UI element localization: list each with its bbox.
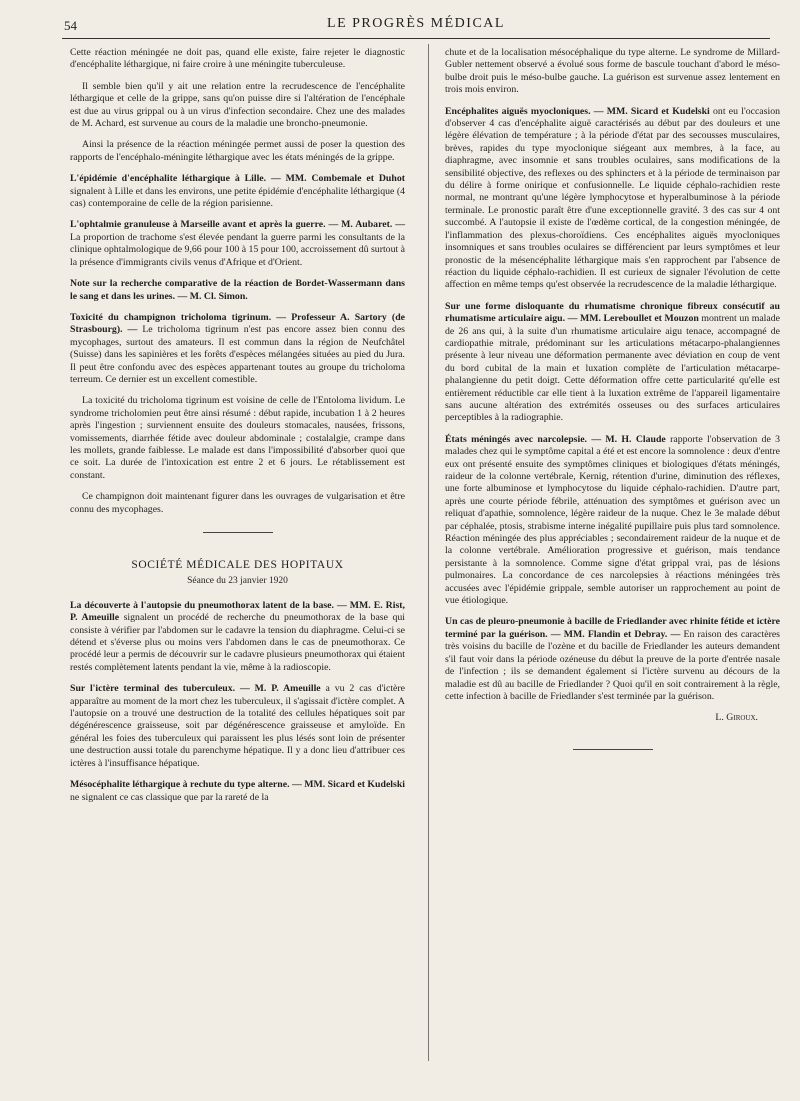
paragraph-text: signalent à Lille et dans les environs, une petite épidémie d'encéphalite léthargique (4 cas) contemporaine de celle de la région parisienne. [70,185,405,210]
paragraph-text: En raison des caractères très voisins du bacille de l'ozène et du bacille de Friedlander les auteurs demandent s'il faut voir dans la période ozéneuse du début la preuve de la porte d'entrée nasale de l'infection ; ils se demandent également si l'ictère survenu au décours de la maladie est dû au bacille de Friedlander ? Quoi qu'il en soit contrairement à la règle, cette infection à bacille de Friedlander s'est terminée par la guérison. [445,628,780,702]
author-signature: L. Giroux. [715,712,758,724]
article-heading: Note sur la recherche comparative de la réaction de Bordet-Wassermann dans le sang et dans les urines. — M. Cl. Simon. [70,278,405,302]
paragraph-text: ont eu l'occasion d'observer 4 cas d'encéphalite aiguë caractérisés au début par des douleurs et une légère élévation de température ; à la période d'état par des secousses musculaires, brèves, rapides du type myoclonique siégeant aux membres, à la face, au diaphragme, avec insomnie et sans troubles oculaires, sans modifications de la sensibilité objective, des reflexes ou des sphincters et à la période de terminaison par du délire à forme onirique et confusionnelle. Le liquide céphalo-rachidien reste normal, ne montrant qu'une légère lymphocytose et hyperalbuminose à la période terminale. Le pronostic paraît être d'une exceptionnelle gravité. 3 des cas sur 4 ont succombé. A l'autopsie il existe de l'œdème cortical, de la congestion méningée, de l'inflammation des plexus-choroïdiens. Ces encéphalites aiguës myocloniques insomniques et sans troubles oculaires se différencient par leurs symptômes et leur pronostic de la mésencéphalite léthargique mais s'en rapprochent par l'absence de réaction du liquide céphalo-rachidien. Il est curieux de signaler l'évolution de cette affection en même temps qu'est observée la recrudescence de la maladie léthargique. [445,105,780,291]
paragraph-text: rapporte l'observation de 3 malades chez qui le symptôme capital a été et est encore la somnolence : deux d'entre eux ont présenté ensuite des symptômes cliniques et biologiques d'états méningés, raideur de la colonne vertébrale, Kernig, rétention d'urine, diminution des réflexes, une forte albuminose et lymphocytose du liquide céphalo-rachidien. D'autre part, après une courte période fébrile, atténuation des symptômes et guérison avec un reliquat d'apathie, somnolence, légère raideur de la nuque. Chez le 3e malade début par céphalée, ptosis, strabisme interne inégalité pupillaire puis plus tard somnolence. Réaction méningée des plus appréciables ; secondairement raideur de la nuque et de la colonne vertébrale. Amélioration progressive et guérison, mais tendance persistante à la somnolence. Comme signe d'état grippal vrai, pas de lésions pulmonaires. La concordance de ces narcolepsies à réactions méningées très accusées avec l'épidémie grippale, semble autoriser un rapprochement au point de vue étiologique. [445,433,781,607]
left-articles [70,47,405,516]
article-paragraph [70,779,405,804]
paragraph-text: montrent un malade de 26 ans qui, à la suite d'un rhumatisme articulaire aigu tenace, accompagné de cardiopathie mitrale, prédominant sur les articulations métacarpo-phalangiennes présente à leur niveau une déformation permanente avec déviation en coup de vent du bord cubital de la main et luxation complète de l'articulation métacarpe-phalangienne du petit doigt. Cette déformation offre cette particularité qu'elle est entièrement réductible car elle tient à la luxation extrême de l'appareil ligamentaire sans aucune altération des extrémités osseuses ou des surfaces articulaires perceptibles à la radiographie. [445,313,780,424]
article-heading: L'épidémie d'encéphalite léthargique à Lille. — MM. Combemale et Duhot [70,173,405,185]
paragraph-text: La toxicité du tricholoma tigrinum est voisine de celle de l'Entoloma lividum. Le syndrome tricholomien peut être ainsi résumé : début rapide, incubation 1 à 2 heures après l'ingestion ; surviennent ensuite des douleurs stomacales, nausées, frissons, vomissements, diarrhée fétide avec douleur abdominale ; costalalgie, crampe dans les mollets, grande faiblesse. Le malade est dans l'impossibilité d'absorber quoi que ce soit. La durée de l'intoxication est entre 2 et 6 jours. Le rétablissement est constant. [70,395,405,481]
paragraph-text: Cette réaction méningée ne doit pas, quand elle existe, faire rejeter le diagnostic d'encéphalite léthargique, ni faire croire à une méningite tuberculeuse. [70,47,405,71]
body-paragraph [70,47,405,72]
paragraph-text: Il semble bien qu'il y ait une relation entre la recrudescence de l'encéphalite léthargique et celle de la grippe, sans qu'on puisse dire si l'altération de l'encéphale est due au virus grippal ou à un virus d'infection secondaire. Chez une des malades de M. Achard, est survenue au cours de la maladie une broncho-pneumonie. [70,80,405,130]
right-column [445,47,780,750]
article-paragraph [70,219,405,269]
left-column [70,47,405,813]
article-heading: L'ophtalmie granuleuse à Marseille avant et après la guerre. — M. Aubaret. — [70,219,405,231]
body-paragraph [70,139,405,164]
article-heading: La découverte à l'autopsie du pneumothorax latent de la base. — MM. E. Rist, P. Ameuille [70,599,405,624]
paragraph-text: ne signalent ce cas classique que par la rareté de la [70,791,269,803]
article-heading: Sur l'ictère terminal des tuberculeux. — M. P. Ameuille [70,683,321,695]
article-heading: Mésocéphalite léthargique à rechute du type alterne. — MM. Sicard et Kudelski [70,779,405,791]
article-paragraph [445,301,780,425]
paragraph-text: signalent un procédé de recherche du pneumothorax de la base qui consiste à vérifier par l'abdomen sur le cadavre la tension du diaphragme. Celui-ci se détend et s'éverse plus ou moins vers l'abdomen dans le cas de pneumothorax. Ce procédé leur a permis de découvrir sur le cadavre plusieurs pneumothorax qui étaient restés complètement latents pendant la vie, même à la radioscopie. [70,612,405,673]
paragraph-text: Le tricholoma tigrinum n'est pas encore assez bien connu des mycophages, surtout des amateurs. Il est commun dans la région de Neufchâtel (Suisse) dans les sapinières et les forêts d'espèces mélangées situées au pied du Jura. Il peut être confondu avec des espèces appartenant toutes au groupe du tricholoma terreum. Ce dernier est un excellent comestible. [70,324,405,385]
paragraph-text: chute et de la localisation mésocéphalique du type alterne. Le syndrome de Millard-Gubler nettement observé a évolué sous forme de bascule touchant d'abord le méso-bulbe droit puis le méso-bulbe gauche. La guérison est survenue assez lentement en trois mois environ. [445,47,780,96]
body-paragraph [445,47,780,97]
running-header [62,12,770,39]
page-number: 54 [64,18,77,33]
society-title: SOCIÉTÉ MÉDICALE DES HOPITAUX [131,559,344,571]
article-paragraph [445,616,780,703]
article-heading: Toxicité du champignon tricholoma tigrinum. — Professeur A. Sartory (de Strasbourg). — [70,311,405,336]
end-rule [573,749,653,750]
column-divider [428,44,429,1061]
body-paragraph [70,491,405,516]
section-rule [203,532,273,533]
article-paragraph [70,173,405,210]
body-paragraph [70,395,405,482]
article-heading: États méningés avec narcolepsie. — M. H. Claude [445,433,666,445]
article-paragraph [70,278,405,303]
paragraph-text: a vu 2 cas d'ictère apparaître au moment de la mort chez les tuberculeux, il s'agissait d'ictère complet. A l'autopsie on a trouvé une destruction de la totalité des cellules hépatiques soit par dégénérescence graisseuse, soit par dégénérescence graisseuse et amyloïde. En général les foies des tuberculeux qui paraissent les plus lésés sont loin de présenter une destruction aussi totale du parenchyme hépatique. Il y a donc lieu d'attribuer ces ictères à l'insuffisance hépatique. [70,683,406,769]
article-heading: Un cas de pleuro-pneumonie à bacille de Friedlander avec rhinite fétide et ictère terminé par la guérison. — MM. Flandin et Debray. — [445,616,780,640]
right-articles [445,47,780,703]
body-paragraph [70,81,405,131]
left-articles-society [70,600,405,804]
journal-title: LE PROGRÈS MÉDICAL [327,16,505,31]
article-paragraph [70,683,405,770]
article-paragraph [70,312,405,386]
article-paragraph [70,600,405,674]
paragraph-text: Ce champignon doit maintenant figurer dans les ouvrages de vulgarisation et être connu des mycophages. [70,491,405,515]
article-paragraph [445,434,780,608]
paragraph-text: Ainsi la présence de la réaction méningée permet aussi de poser la question des rapports de l'encéphalo-méningite léthargique avec les états méningés de la grippe. [70,139,405,163]
article-heading: Sur une forme disloquante du rhumatisme chronique fibreux consécutif au rhumatisme articulaire aigu. — MM. Lereboullet et Mouzon [445,300,780,325]
session-date: Séance du 23 janvier 1920 [187,576,288,587]
article-paragraph [445,106,780,292]
article-heading: Encéphalites aiguës myocloniques. — MM. Sicard et Kudelski [445,105,710,117]
paragraph-text: La proportion de trachome s'est élevée pendant la guerre parmi les consultants de la clinique ophtalmologique de 9,66 pour 100 à 15 pour 100, accroissement dû surtout à la présence d'immigrants civils venus d'Afrique et d'Orient. [70,231,405,268]
